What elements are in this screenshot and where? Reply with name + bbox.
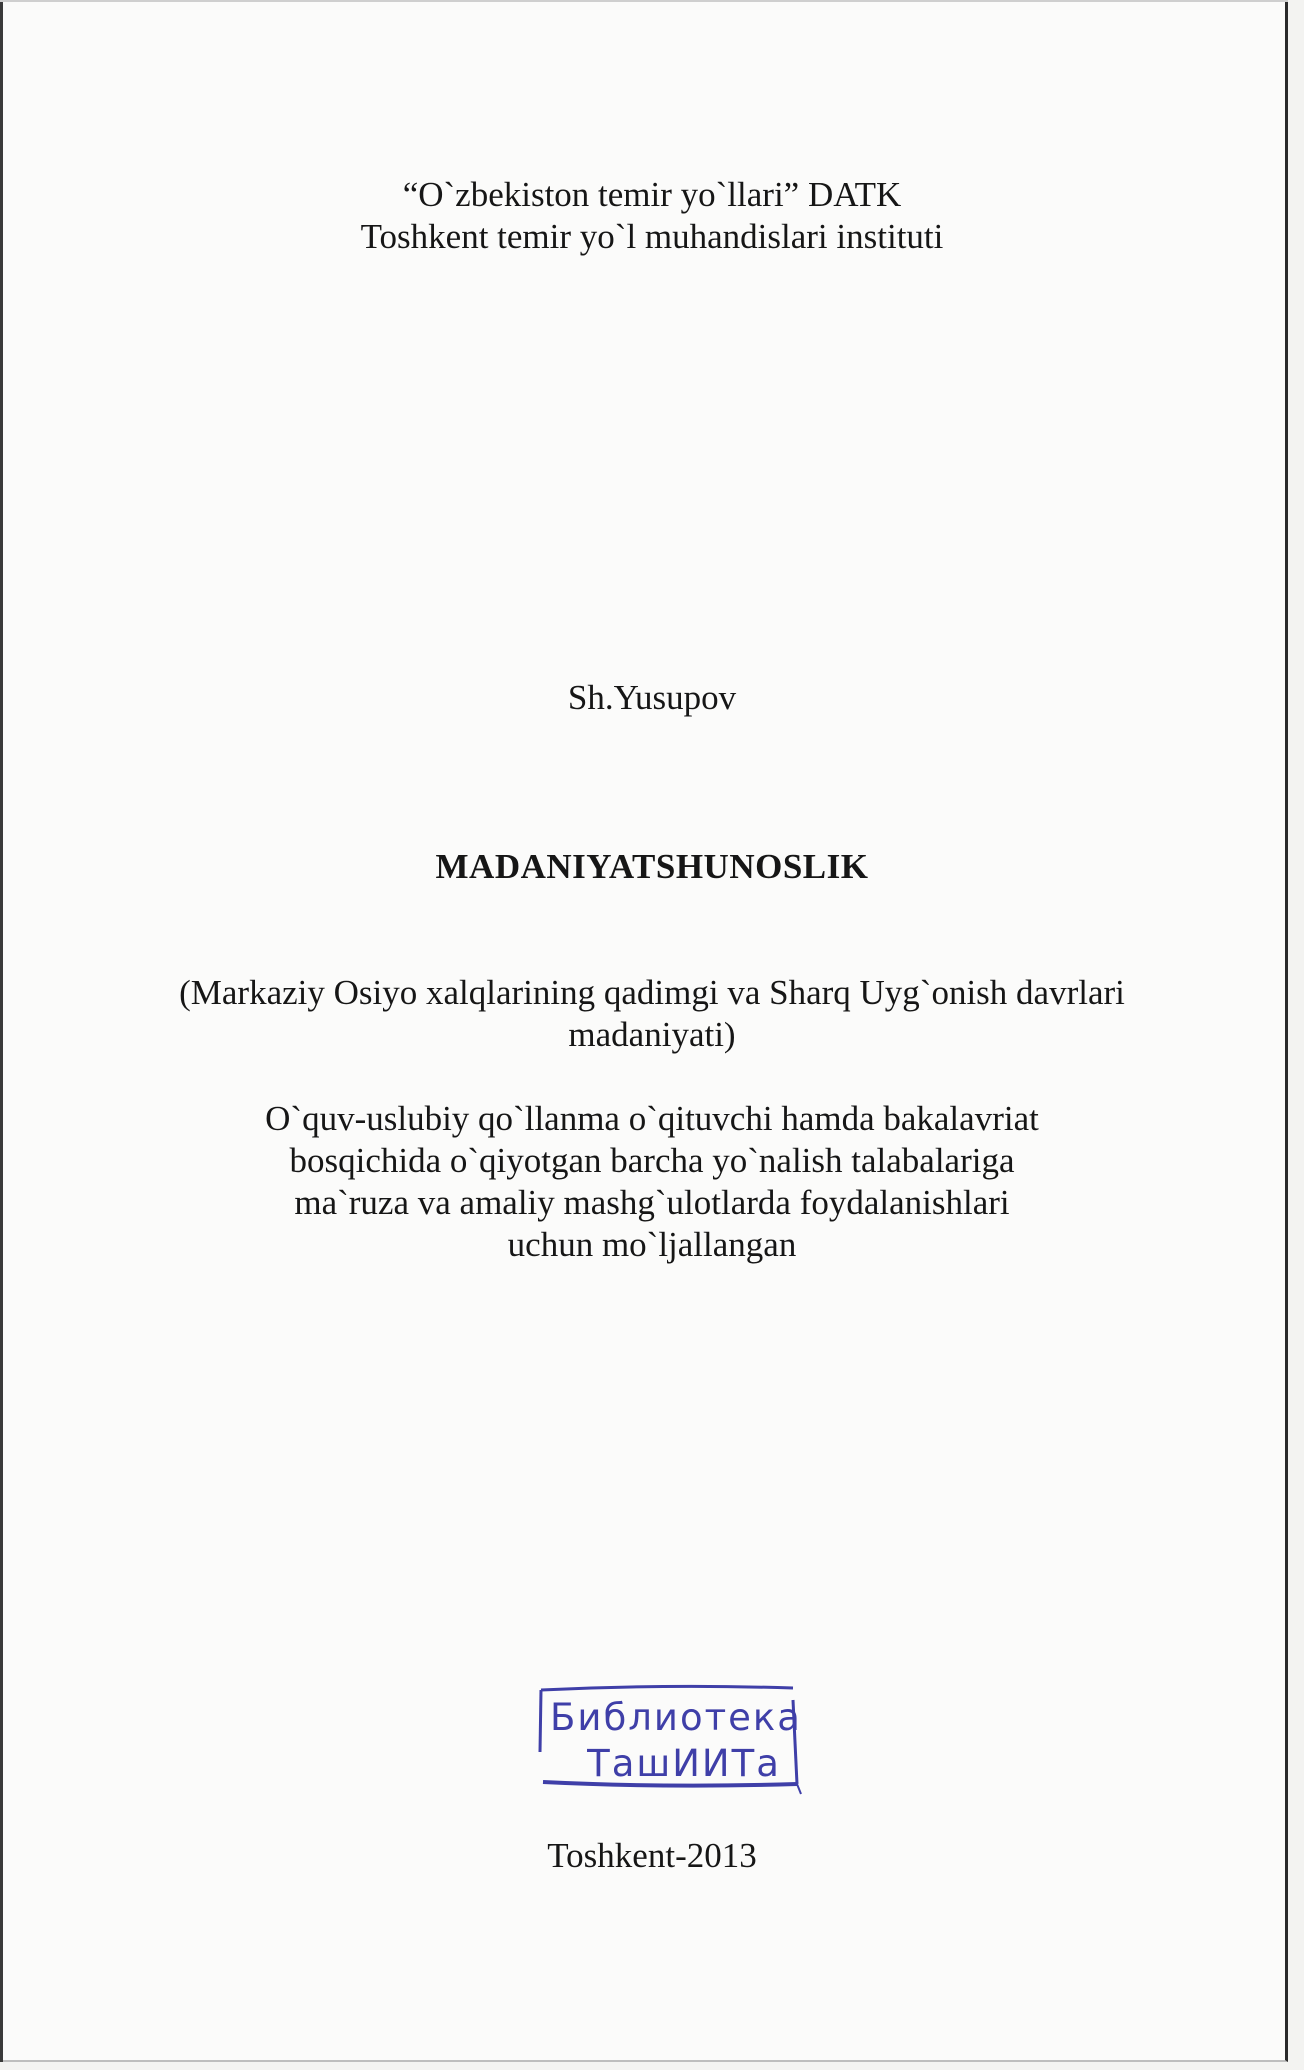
stamp-line-1: Библиотека (550, 1696, 802, 1739)
header-line-1: “O`zbekiston temir yo`llari” DATK (402, 175, 902, 214)
description-line-3: ma`ruza va amaliy mashg`ulotlarda foydalanishlari (294, 1183, 1010, 1222)
stamp-line-2: ТашИИТа (587, 1742, 781, 1785)
book-subtitle (0, 972, 1304, 1056)
description-line-4: uchun mo`ljallangan (507, 1225, 797, 1264)
header-line-2: Toshkent temir yo`l muhandislari instituti (360, 217, 944, 256)
library-stamp (535, 1682, 805, 1802)
author-name: Sh.Yusupov (567, 678, 737, 717)
subtitle-line-2: madaniyati) (568, 1015, 736, 1054)
subtitle-line-1: (Markaziy Osiyo xalqlarining qadimgi va Sharq Uyg`onish davrlari (179, 973, 1125, 1012)
page-top-edge (0, 0, 1288, 2)
description-line-1: O`quv-uslubiy qo`llanma o`qituvchi hamda bakalavriat (265, 1099, 1039, 1138)
institution-header (0, 174, 1304, 258)
book-description (0, 1098, 1304, 1266)
book-title: MADANIYATSHUNOSLIK (435, 847, 869, 886)
description-line-2: bosqichida o`qiyotgan barcha yo`nalish talabalariga (289, 1141, 1015, 1180)
publication-place-year: Toshkent-2013 (547, 1836, 757, 1875)
